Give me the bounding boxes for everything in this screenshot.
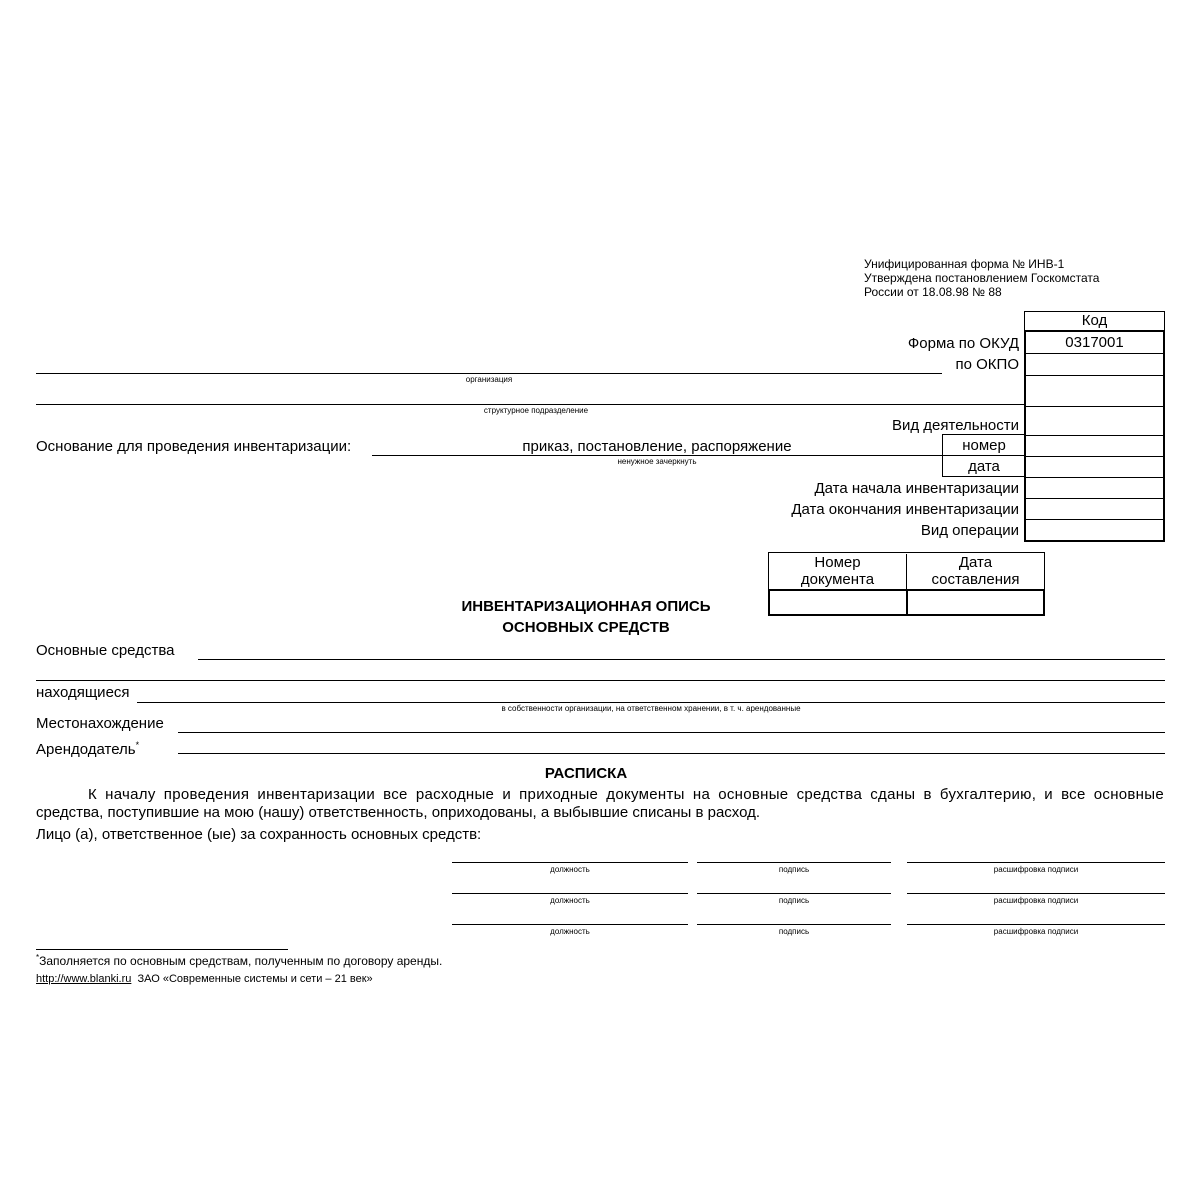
footnote-mark: *: [36, 953, 40, 962]
basis-label: Основание для проведения инвентаризации:: [36, 438, 352, 455]
receipt-paragraph: [36, 786, 1164, 822]
doc-table-values: [768, 589, 1045, 616]
decoding-line[interactable]: [907, 862, 1165, 863]
title-line2: ОСНОВНЫХ СРЕДСТВ: [502, 619, 670, 636]
date-label-box: [942, 455, 1026, 477]
operation-cell[interactable]: [1026, 520, 1163, 540]
decoding-line[interactable]: [907, 924, 1165, 925]
codes-table: [1024, 330, 1165, 542]
footnote: [36, 951, 442, 968]
number-label: номер: [962, 437, 1006, 454]
date-label: дата: [968, 458, 1000, 475]
signature-line[interactable]: [697, 893, 891, 894]
organization-caption: организация: [465, 375, 513, 384]
document-title: [386, 596, 786, 638]
position-line[interactable]: [452, 893, 688, 894]
code-header-cell: [1024, 311, 1165, 331]
operation-label: Вид операции: [920, 522, 1019, 539]
located-label: находящиеся: [36, 684, 130, 701]
signature-caption: подпись: [778, 927, 810, 936]
receipt-title: РАСПИСКА: [544, 765, 628, 782]
approval-line: Утверждена постановлением Госкомстата: [864, 271, 1100, 285]
okud-value: 0317001: [1065, 334, 1124, 351]
organization-line[interactable]: [36, 373, 942, 374]
start-date-label: Дата начала инвентаризации: [814, 480, 1019, 497]
receipt-para-line1: К началу проведения инвентаризации все расходные и приходные документы на основные средства сданы в бухгалтерию, и все основные: [88, 786, 1164, 803]
lessor-label: Арендодатель: [36, 741, 136, 758]
position-line[interactable]: [452, 862, 688, 863]
doc-number-header: [769, 554, 907, 590]
lessor-footnote-mark: *: [135, 740, 140, 750]
number-label-box: [942, 434, 1026, 456]
signature-caption: подпись: [778, 896, 810, 905]
basis-value: приказ, постановление, распоряжение: [522, 438, 792, 455]
activity-cell[interactable]: [1026, 407, 1163, 436]
okud-cell[interactable]: [1026, 332, 1163, 354]
assets-label: Основные средства: [36, 642, 175, 659]
assets-line-2[interactable]: [36, 680, 1165, 681]
position-caption: должность: [550, 927, 590, 936]
doc-number-header-line1: Номер: [814, 554, 861, 571]
position-caption: должность: [550, 896, 590, 905]
position-line[interactable]: [452, 924, 688, 925]
department-line[interactable]: [36, 404, 1024, 405]
basis-caption: ненужное зачеркнуть: [617, 457, 697, 466]
doc-table-header: [768, 552, 1045, 590]
position-caption: должность: [550, 865, 590, 874]
location-label: Местонахождение: [36, 715, 164, 732]
footer-link[interactable]: http://www.blanki.ru: [36, 973, 132, 985]
footnote-divider: [36, 949, 288, 950]
doc-date-header: [907, 554, 1044, 590]
footer-company: ЗАО «Современные системы и сети – 21 век»: [137, 973, 373, 985]
lessor-label-wrap: [36, 736, 139, 759]
signature-line[interactable]: [697, 862, 891, 863]
located-caption: в собственности организации, на ответственном хранении, в т. ч. арендованные: [501, 704, 801, 713]
okpo-cell[interactable]: [1026, 354, 1163, 376]
department-caption: структурное подразделение: [483, 406, 589, 415]
footnote-text: Заполняется по основным средствам, полученным по договору аренды.: [39, 954, 443, 968]
approval-date: России от 18.08.98 № 88: [864, 285, 1002, 299]
assets-line[interactable]: [198, 659, 1165, 660]
form-header: [864, 257, 1099, 299]
doc-date-cell[interactable]: [1026, 457, 1163, 478]
decoding-caption: расшифровка подписи: [993, 927, 1079, 936]
signature-line[interactable]: [697, 924, 891, 925]
title-line1: ИНВЕНТАРИЗАЦИОННАЯ ОПИСЬ: [461, 598, 711, 615]
doc-number-value-cell[interactable]: [770, 591, 908, 614]
code-header-label: Код: [1081, 312, 1108, 329]
decoding-line[interactable]: [907, 893, 1165, 894]
end-date-label: Дата окончания инвентаризации: [791, 501, 1019, 518]
doc-number-cell[interactable]: [1026, 436, 1163, 457]
decoding-caption: расшифровка подписи: [993, 865, 1079, 874]
footer-credit: [36, 973, 373, 986]
responsible-label: Лицо (а), ответственное (ые) за сохранность основных средств:: [36, 826, 482, 843]
form-number: Унифицированная форма № ИНВ-1: [864, 257, 1065, 271]
start-date-cell[interactable]: [1026, 478, 1163, 499]
signature-caption: подпись: [778, 865, 810, 874]
okpo-label: по ОКПО: [955, 356, 1019, 373]
blank-cell[interactable]: [1026, 376, 1163, 407]
decoding-caption: расшифровка подписи: [993, 896, 1079, 905]
doc-date-value-cell[interactable]: [908, 591, 1043, 614]
okud-label: Форма по ОКУД: [907, 335, 1019, 352]
receipt-para-line2: средства, поступившие на мою (нашу) ответственность, оприходованы, а выбывшие списаны в расход.: [36, 804, 761, 821]
activity-label: Вид деятельности: [891, 417, 1019, 434]
lessor-line[interactable]: [178, 753, 1165, 754]
doc-date-header-line2: составления: [931, 571, 1020, 588]
doc-number-header-line2: документа: [800, 571, 875, 588]
end-date-cell[interactable]: [1026, 499, 1163, 520]
doc-date-header-line1: Дата: [958, 554, 993, 571]
located-line[interactable]: [137, 702, 1165, 703]
location-line[interactable]: [178, 732, 1165, 733]
